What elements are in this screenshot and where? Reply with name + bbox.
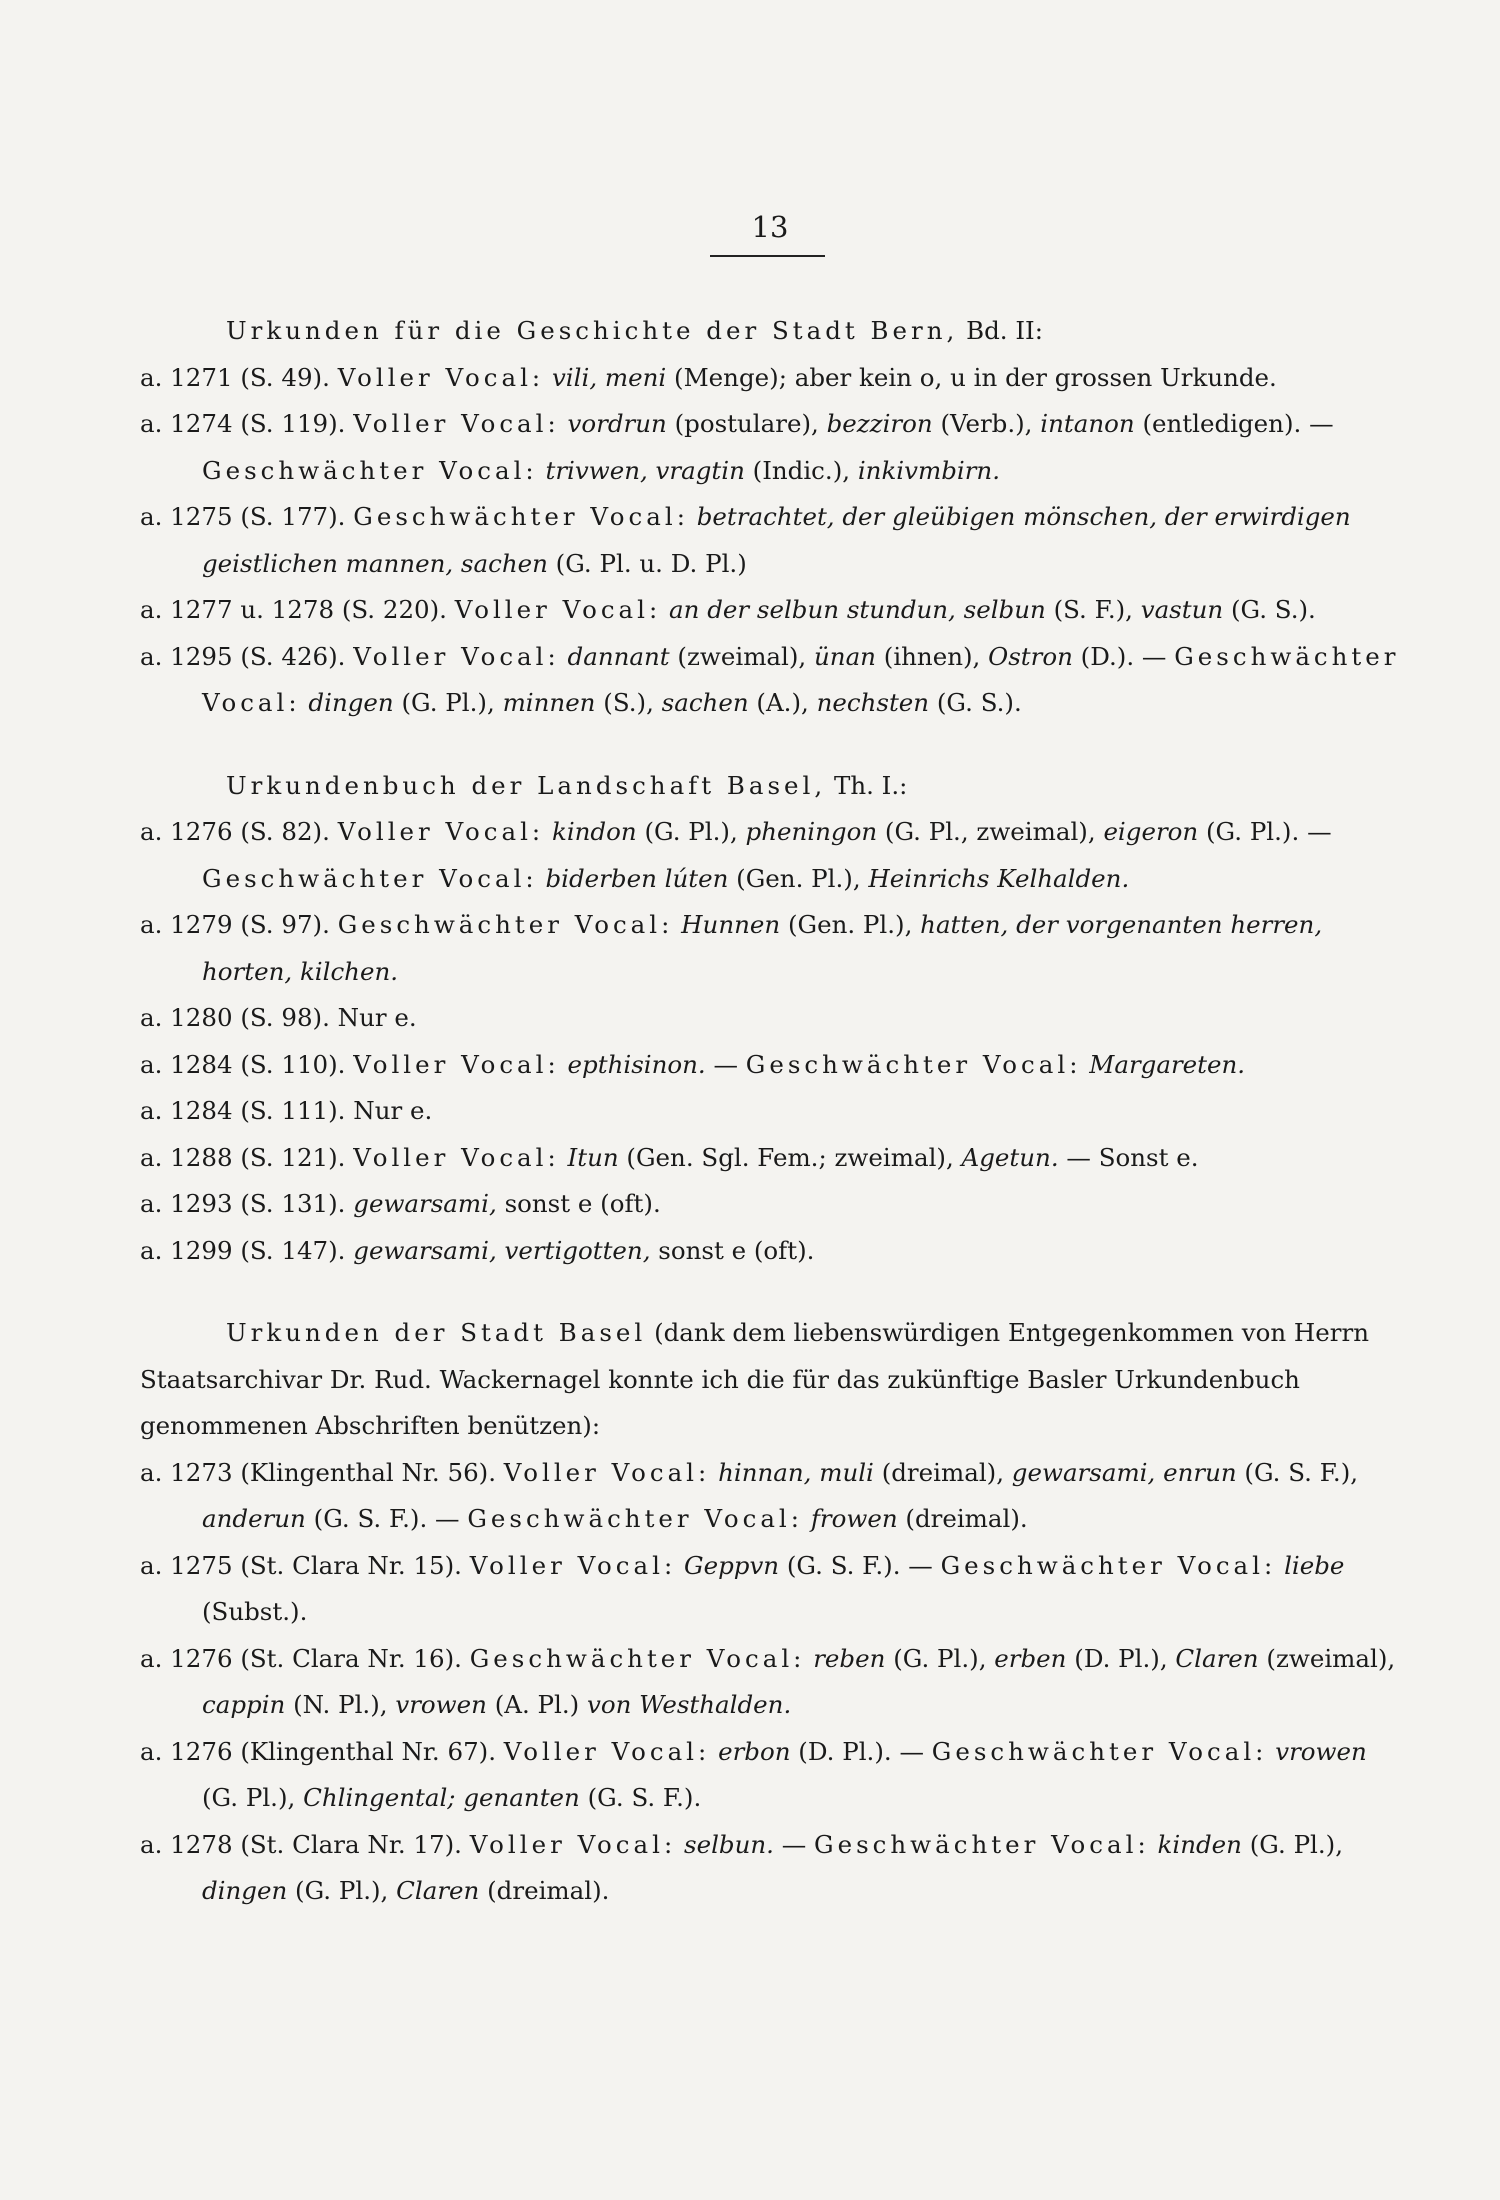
text-run: a. 1299 (S. 147). xyxy=(140,1235,354,1265)
italic-word: vrowen xyxy=(1275,1736,1367,1766)
italic-word: Chlingental; genanten xyxy=(303,1783,580,1812)
text-run: sonst e (oft). xyxy=(496,1189,661,1218)
text-run: a. 1271 (S. 49). xyxy=(140,362,338,392)
text-run: a. 1273 (Klingenthal Nr. 56). xyxy=(140,1457,504,1487)
text-run: a. 1278 (St. Clara Nr. 17). xyxy=(140,1829,470,1859)
entry xyxy=(140,587,1402,634)
section xyxy=(140,1310,1402,1915)
italic-word: vastun xyxy=(1140,595,1224,624)
italic-word: anderun xyxy=(202,1504,306,1533)
document-body xyxy=(140,308,1402,1951)
entry xyxy=(140,1181,1402,1228)
text-run: (G. S. F.). xyxy=(579,1783,702,1812)
text-run xyxy=(673,910,681,939)
section-heading xyxy=(140,308,1402,355)
text-run: (Menge); aber kein o, u in der grossen Urkunde. xyxy=(666,362,1277,392)
text-run: (zweimal), xyxy=(1258,1643,1396,1673)
text-run: a. 1275 (S. 177). xyxy=(140,502,354,531)
spaced-term: Geschwächter Vocal: xyxy=(202,641,1400,717)
text-run: — xyxy=(705,1049,746,1079)
text-run: (G. S. F.). — xyxy=(779,1550,941,1580)
text-run: a. 1295 (S. 426). xyxy=(140,641,354,671)
italic-word: dingen xyxy=(308,688,394,717)
text-run xyxy=(676,1551,684,1580)
text-run: — Sonst e. xyxy=(1058,1142,1199,1172)
italic-word: betrachtet, der gleübigen mönschen, der erwirdigen geistlichen mannen, sachen xyxy=(202,502,1351,578)
text-run: (G. Pl.), xyxy=(1241,1829,1344,1859)
italic-word: hinnan, muli xyxy=(718,1457,874,1487)
text-run: (G. S. F.), xyxy=(1236,1457,1359,1487)
text-run: (dank dem liebenswürdigen Entgegenkommen von Herrn Staatsarchivar Dr. Rud. Wackernagel konnte ich die für das zukünftige Basler Urkundenbuch genommenen Abschriften benützen): xyxy=(140,1318,1369,1440)
italic-word: sachen xyxy=(661,688,749,717)
italic-word: hatten, der vorgenanten herren, horten, kilchen. xyxy=(202,910,1323,986)
text-run: (G. Pl.), xyxy=(393,688,503,717)
italic-word: epthisinon. xyxy=(567,1049,706,1079)
spaced-term: Geschwächter Vocal: xyxy=(814,1829,1150,1859)
spaced-term: Voller Vocal: xyxy=(337,817,545,846)
italic-word: dannant xyxy=(567,641,670,671)
italic-word: frowen xyxy=(810,1504,898,1533)
italic-word: pheningon xyxy=(745,817,878,846)
spaced-term: Geschwächter Vocal: xyxy=(940,1550,1277,1580)
text-run: (Verb.), xyxy=(932,409,1041,438)
text-run: (G. S.). xyxy=(1223,595,1316,624)
text-run: a. 1280 (S. 98). Nur e. xyxy=(140,1003,417,1032)
italic-word: trivwen, vragtin xyxy=(545,455,745,485)
text-run xyxy=(710,1737,718,1766)
spaced-term: Geschwächter Vocal: xyxy=(202,863,538,893)
text-run: a. 1274 (S. 119). xyxy=(140,409,354,438)
text-run xyxy=(544,817,552,846)
spaced-term: Geschwächter Vocal: xyxy=(202,455,538,485)
spaced-term: Voller Vocal: xyxy=(337,362,545,392)
italic-word: gewarsami, xyxy=(353,1189,497,1218)
entry xyxy=(140,1450,1402,1543)
italic-word: liebe xyxy=(1284,1550,1345,1580)
entry xyxy=(140,634,1402,727)
spaced-term: Urkundenbuch der Landschaft Basel, xyxy=(226,770,827,800)
text-run: (G. Pl.). — xyxy=(1198,817,1332,846)
text-run: a. 1284 (S. 111). Nur e. xyxy=(140,1096,433,1125)
page-number-rule xyxy=(710,255,825,257)
italic-word: minnen xyxy=(502,688,596,717)
text-run: a. 1276 (St. Clara Nr. 16). xyxy=(140,1643,470,1673)
spaced-term: Voller Vocal: xyxy=(503,1457,711,1487)
spaced-term: Voller Vocal: xyxy=(353,1142,560,1172)
italic-word: Geppvn xyxy=(684,1550,780,1580)
italic-word: erben xyxy=(994,1643,1067,1673)
spaced-term: Voller Vocal: xyxy=(503,1736,711,1766)
italic-word: bezziron xyxy=(826,409,933,438)
italic-word: gewarsami, vertigotten, xyxy=(353,1235,651,1265)
text-run: a. 1276 (S. 82). xyxy=(140,817,338,846)
text-run: a. 1293 (S. 131). xyxy=(140,1189,354,1218)
text-run xyxy=(676,1830,684,1859)
italic-word: vrowen xyxy=(395,1690,487,1719)
text-run: (dreimal). xyxy=(897,1504,1028,1533)
italic-word: Hunnen xyxy=(681,910,781,939)
text-run: (Indic.), xyxy=(744,455,858,485)
text-run: (Gen. Pl.), xyxy=(780,910,921,939)
text-run: (G. S. F.). — xyxy=(305,1504,468,1533)
italic-word: ünan xyxy=(814,641,876,671)
spaced-term: Voller Vocal: xyxy=(469,1829,677,1859)
italic-word: inkivmbirn. xyxy=(857,455,1000,485)
text-run: (entledigen). — xyxy=(1134,409,1334,438)
italic-word: biderben lúten xyxy=(545,863,729,893)
italic-word: Heinrichs Kelhalden. xyxy=(868,863,1130,893)
spaced-term: Voller Vocal: xyxy=(353,409,560,438)
entry xyxy=(140,1636,1402,1729)
text-run: sonst e (oft). xyxy=(650,1235,815,1265)
italic-word: Claren xyxy=(1175,1643,1259,1673)
italic-word: Ostron xyxy=(988,641,1073,671)
entry xyxy=(140,809,1402,902)
text-run: (zweimal), xyxy=(669,641,815,671)
text-run: (ihnen), xyxy=(875,641,989,671)
section xyxy=(140,763,1402,1275)
entry xyxy=(140,1042,1402,1089)
text-run: (G. Pl.), xyxy=(885,1643,995,1673)
text-run xyxy=(560,642,568,671)
italic-word: intanon xyxy=(1040,409,1135,438)
italic-word: Claren xyxy=(396,1876,480,1905)
text-run: (Gen. Pl.), xyxy=(728,863,869,893)
text-run xyxy=(544,363,552,392)
spaced-term: Geschwächter Vocal: xyxy=(931,1736,1268,1766)
text-run: a. 1277 u. 1278 (S. 220). xyxy=(140,595,455,624)
italic-word: gewarsami, enrun xyxy=(1011,1457,1237,1487)
spaced-term: Voller Vocal: xyxy=(353,1049,560,1079)
text-run: Bd. II: xyxy=(958,316,1043,345)
text-run: (A. Pl.) xyxy=(486,1690,587,1719)
text-run: a. 1279 (S. 97). xyxy=(140,910,338,939)
text-run xyxy=(689,502,697,531)
text-run: a. 1276 (Klingenthal Nr. 67). xyxy=(140,1736,504,1766)
text-run xyxy=(560,1143,568,1172)
text-run: (G. S.). xyxy=(929,688,1022,717)
spaced-term: Geschwächter Vocal: xyxy=(337,910,674,939)
spaced-term: Geschwächter Vocal: xyxy=(353,502,689,531)
text-run: (Gen. Sgl. Fem.; zweimal), xyxy=(618,1142,962,1172)
text-run xyxy=(1150,1830,1158,1859)
spaced-term: Geschwächter Vocal: xyxy=(469,1643,806,1673)
text-run: a. 1284 (S. 110). xyxy=(140,1049,354,1079)
spaced-term: Urkunden für die Geschichte der Stadt Bern, xyxy=(226,316,959,345)
spaced-term: Geschwächter Vocal: xyxy=(745,1049,1082,1079)
entry xyxy=(140,1088,1402,1135)
text-run xyxy=(560,409,568,438)
text-run: Th. I.: xyxy=(826,770,908,800)
text-run xyxy=(710,1458,718,1487)
entry xyxy=(140,401,1402,494)
text-run: (G. Pl.), xyxy=(636,817,746,846)
text-run: (G. Pl.), xyxy=(202,1783,304,1812)
text-run xyxy=(803,1504,811,1533)
text-run: (dreimal). xyxy=(479,1876,610,1905)
entry xyxy=(140,902,1402,995)
spaced-term: Urkunden der Stadt Basel xyxy=(226,1318,647,1347)
section xyxy=(140,308,1402,727)
entry xyxy=(140,1228,1402,1275)
text-run xyxy=(560,1050,568,1079)
spaced-term: Geschwächter Vocal: xyxy=(467,1504,804,1533)
text-run: (S.), xyxy=(595,688,662,717)
entry xyxy=(140,1729,1402,1822)
spaced-term: Voller Vocal: xyxy=(353,641,560,671)
italic-word: vordrun xyxy=(567,409,667,438)
text-run: (D. Pl.), xyxy=(1066,1643,1176,1673)
text-run: a. 1275 (St. Clara Nr. 15). xyxy=(140,1550,470,1580)
italic-word: kinden xyxy=(1157,1829,1242,1859)
text-run: a. 1288 (S. 121). xyxy=(140,1142,354,1172)
spaced-term: Voller Vocal: xyxy=(469,1550,677,1580)
text-run: (Subst.). xyxy=(202,1597,308,1626)
text-run: (S. F.), xyxy=(1045,595,1141,624)
italic-word: Agetun. xyxy=(961,1142,1059,1172)
italic-word: an der selbun stundun, selbun xyxy=(669,595,1046,624)
text-run: (D. Pl.). — xyxy=(790,1736,932,1766)
text-run: — xyxy=(773,1829,815,1859)
text-run: (D.). — xyxy=(1072,641,1175,671)
text-run: (G. Pl., zweimal), xyxy=(877,817,1104,846)
italic-word: erbon xyxy=(718,1736,791,1766)
entry xyxy=(140,995,1402,1042)
text-run: (A.), xyxy=(748,688,817,717)
spaced-term: Voller Vocal: xyxy=(454,595,662,624)
section-heading xyxy=(140,1310,1402,1450)
italic-word: Itun xyxy=(567,1142,619,1172)
text-run: (N. Pl.), xyxy=(285,1690,396,1719)
text-run: (dreimal), xyxy=(873,1457,1012,1487)
italic-word: von Westhalden. xyxy=(587,1690,792,1719)
entry xyxy=(140,1543,1402,1636)
italic-word: kindon xyxy=(551,817,637,846)
italic-word: vili, meni xyxy=(551,362,667,392)
italic-word: nechsten xyxy=(816,688,930,717)
entry xyxy=(140,1822,1402,1915)
page-number: 13 xyxy=(751,210,789,244)
text-run: (G. Pl. u. D. Pl.) xyxy=(547,548,747,578)
italic-word: eigeron xyxy=(1103,817,1199,846)
italic-word: cappin xyxy=(202,1690,286,1719)
text-run: (G. Pl.), xyxy=(287,1876,397,1905)
entry xyxy=(140,1135,1402,1182)
entry xyxy=(140,355,1402,402)
entry xyxy=(140,494,1402,587)
text-run xyxy=(1276,1551,1284,1580)
text-run xyxy=(661,595,669,624)
italic-word: selbun. xyxy=(684,1829,774,1859)
italic-word: dingen xyxy=(202,1876,288,1905)
italic-word: Margareten. xyxy=(1089,1049,1246,1079)
text-run: (postulare), xyxy=(666,409,827,438)
section-heading xyxy=(140,763,1402,810)
italic-word: reben xyxy=(813,1643,886,1673)
